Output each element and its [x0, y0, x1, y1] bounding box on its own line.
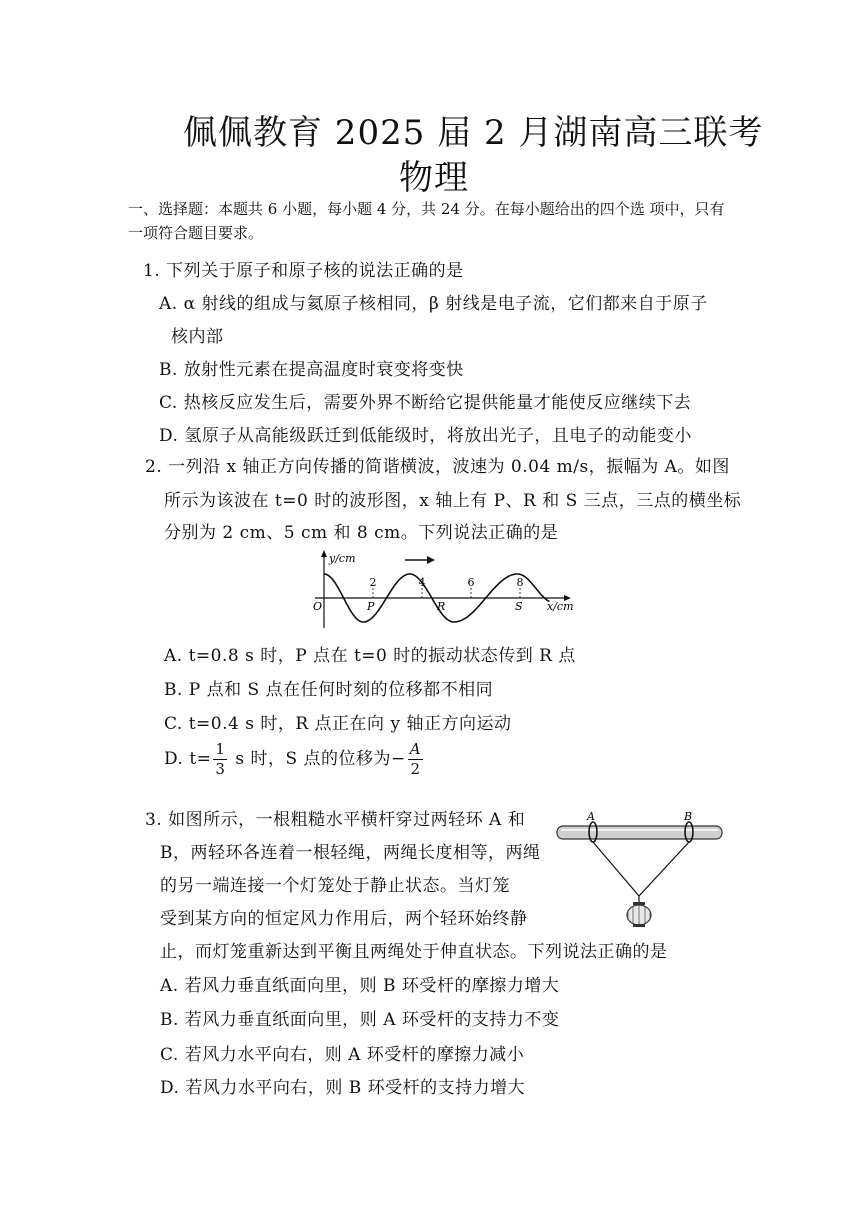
section-instruction-line1: 一、选择题：本题共 6 小题，每小题 4 分，共 24 分。在每小题给出的四个选 项中，只有 — [128, 200, 725, 218]
ring-b-label: B — [684, 810, 693, 823]
q2-stem-line3: 分别为 2 cm、5 cm 和 8 cm。下列说法正确的是 — [164, 523, 559, 543]
q3-stem-line3: 的另一端连接一个灯笼处于静止状态。当灯笼 — [160, 876, 510, 896]
wave-x-label: x/cm — [547, 600, 574, 613]
rope-right — [639, 842, 689, 896]
q3-stem-line5: 止，而灯笼重新达到平衡且两绳处于伸直状态。下列说法正确的是 — [160, 942, 668, 962]
point-p-label: P — [367, 600, 375, 613]
q3-option-a: A. 若风力垂直纸面向里，则 B 环受杆的摩擦力增大 — [160, 976, 560, 996]
q3-option-b: B. 若风力垂直纸面向里，则 A 环受杆的支持力不变 — [160, 1010, 560, 1030]
q2-stem-line1: 2. 一列沿 x 轴正方向传播的简谐横波，波速为 0.04 m/s，振幅为 A。如图 — [145, 457, 730, 477]
q3-stem-line2: B，两轻环各连着一根轻绳，两绳长度相等，两绳 — [160, 843, 541, 863]
lantern-icon — [627, 902, 651, 927]
q3-stem-line4: 受到某方向的恒定风力作用后，两个轻环始终静 — [160, 909, 528, 929]
x-tick-label: 2 — [369, 576, 377, 589]
wave-figure — [305, 548, 580, 633]
q3-stem-line1: 3. 如图所示，一根粗糙水平横杆穿过两轻环 A 和 — [145, 810, 526, 830]
ring-a-label: A — [587, 810, 595, 823]
q3-option-c: C. 若风力水平向右，则 A 环受杆的摩擦力减小 — [160, 1045, 525, 1065]
point-r-label: R — [437, 600, 446, 613]
q2-option-d: D. t= $\frac{1}{3}$ s 时，S 点的位移为− $\frac{A}{2}$ — [164, 740, 422, 778]
fraction-a-half: $\frac{A}{2}$ — [409, 740, 422, 778]
q1-option-d: D. 氢原子从高能级跃迁到低能级时，将放出光子，且电子的动能变小 — [159, 426, 692, 446]
q2-option-a: A. t=0.8 s 时，P 点在 t=0 时的振动状态传到 R 点 — [164, 646, 576, 666]
x-tick-label: 8 — [516, 576, 524, 589]
rope-left — [593, 842, 639, 896]
q1-option-b: B. 放射性元素在提高温度时衰变将变快 — [159, 360, 464, 380]
fraction-one-third: $\frac{1}{3}$ — [215, 740, 226, 778]
propagation-arrow-icon — [427, 556, 435, 564]
x-tick-label: 6 — [467, 576, 475, 589]
q1-stem: 1. 下列关于原子和原子核的说法正确的是 — [143, 261, 464, 281]
section-instruction-line2: 一项符合题目要求。 — [128, 224, 264, 242]
origin-label: O — [313, 600, 323, 613]
horizontal-rod — [557, 826, 722, 839]
lantern-figure — [553, 808, 728, 933]
x-tick-label: 4 — [418, 576, 426, 589]
q3-option-d: D. 若风力水平向右，则 B 环受杆的支持力增大 — [160, 1078, 526, 1098]
q2-option-c: C. t=0.4 s 时，R 点正在向 y 轴正方向运动 — [164, 714, 512, 734]
q2-stem-line2: 所示为该波在 t=0 时的波形图，x 轴上有 P、R 和 S 三点，三点的横坐标 — [164, 491, 742, 511]
point-s-label: S — [515, 600, 523, 613]
q1-option-a-cont: 核内部 — [171, 327, 224, 347]
q1-option-c: C. 热核反应发生后，需要外界不断给它提供能量才能使反应继续下去 — [159, 393, 692, 413]
q1-option-a: A. α 射线的组成与氦原子核相同，β 射线是电子流，它们都来自于原子 — [159, 294, 708, 314]
q2-option-b: B. P 点和 S 点在任何时刻的位移都不相同 — [164, 680, 494, 700]
subject-title: 物理 — [399, 158, 469, 198]
page-title: 佩佩教育 2025 届 2 月湖南高三联考 — [183, 113, 764, 153]
wave-y-label: y/cm — [329, 552, 356, 565]
